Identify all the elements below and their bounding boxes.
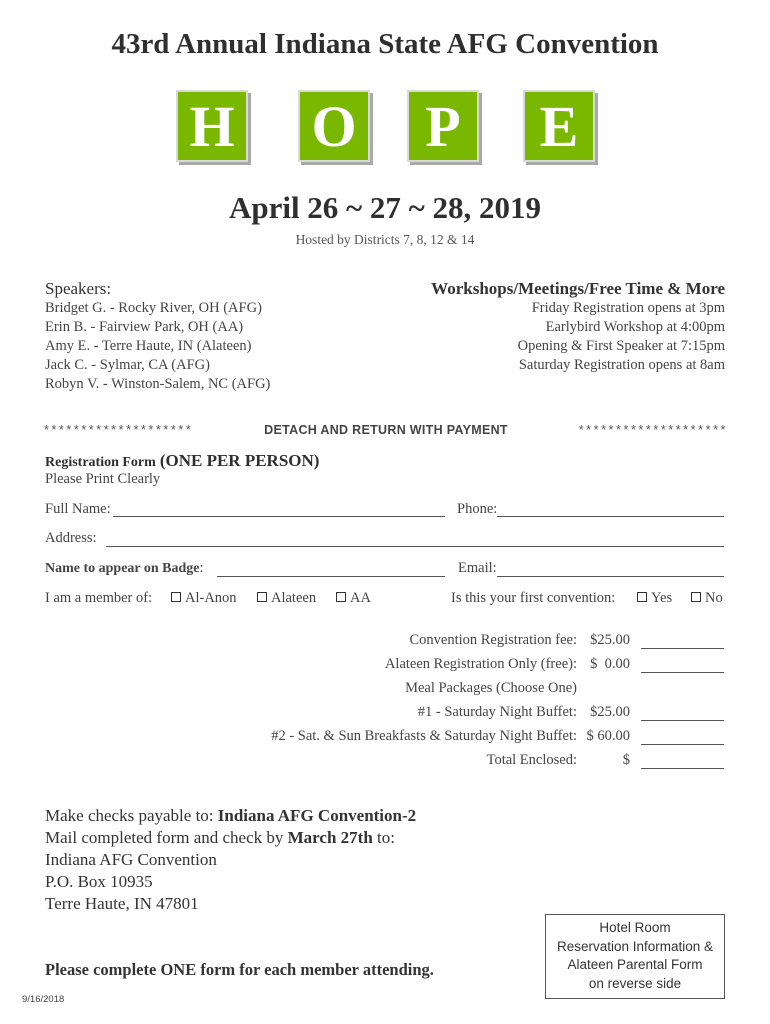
phone-label: Phone:	[457, 501, 498, 517]
first-convention-no[interactable]	[691, 590, 723, 607]
badge-colon: :	[199, 560, 204, 576]
fee-label: Meal Packages (Choose One)	[405, 680, 577, 696]
workshops-heading: Workshops/Meetings/Free Time & More	[431, 279, 725, 298]
first-convention-label: Is this your first convention:	[451, 590, 616, 606]
speaker-item: Erin B. - Fairview Park, OH (AA)	[45, 319, 244, 335]
schedule-item: Earlybird Workshop at 4:00pm	[545, 319, 725, 335]
checkbox-icon[interactable]	[336, 592, 346, 602]
document-date-stamp: 9/16/2018	[22, 994, 65, 1005]
option-label: Yes	[651, 590, 673, 606]
page-title: 43rd Annual Indiana State AFG Convention	[111, 28, 659, 60]
checkbox-icon[interactable]	[257, 592, 267, 602]
fee-entry-field[interactable]	[641, 672, 724, 673]
mail-prefix: Mail completed form and check by	[45, 828, 288, 847]
member-option-aa[interactable]	[336, 590, 371, 607]
registration-form-label: Registration Form	[45, 455, 156, 470]
checkbox-icon[interactable]	[171, 592, 181, 602]
phone-field[interactable]	[497, 516, 724, 517]
fee-amount: $	[622, 752, 630, 768]
mail-address-line: Indiana AFG Convention	[45, 850, 217, 869]
option-label: Alateen	[271, 590, 317, 606]
detach-label: DETACH AND RETURN WITH PAYMENT	[264, 423, 508, 437]
speaker-item: Robyn V. - Winston-Salem, NC (AFG)	[45, 376, 271, 392]
first-convention-yes[interactable]	[637, 590, 672, 607]
fee-amount: $25.00	[590, 704, 630, 720]
option-label: No	[705, 590, 723, 606]
fee-label: #2 - Sat. & Sun Breakfasts & Saturday Night Buffet:	[271, 728, 577, 744]
schedule-item: Opening & First Speaker at 7:15pm	[517, 338, 725, 354]
event-dates: April 26 ~ 27 ~ 28, 2019	[228, 190, 542, 225]
badge-name-label: Name to appear on Badge	[45, 561, 200, 576]
fee-label: Total Enclosed:	[486, 752, 577, 768]
detach-stars-left: ********************	[44, 423, 194, 437]
checkbox-icon[interactable]	[637, 592, 647, 602]
hotel-box-line: on reverse side	[588, 975, 682, 991]
badge-name-field[interactable]	[217, 576, 445, 577]
email-label: Email:	[458, 560, 497, 576]
print-clearly-note: Please Print Clearly	[45, 471, 161, 487]
option-label: AA	[350, 590, 371, 606]
mail-address-line: Terre Haute, IN 47801	[45, 894, 199, 913]
address-field[interactable]	[106, 546, 724, 547]
detach-stars-right: ********************	[578, 423, 728, 437]
hope-tile-p: P	[407, 90, 479, 162]
hotel-box-line: Reservation Information &	[556, 938, 714, 954]
hope-tile-e: E	[523, 90, 595, 162]
mail-date: March 27th	[287, 828, 373, 847]
speaker-item: Bridget G. - Rocky River, OH (AFG)	[45, 300, 262, 316]
fee-amount: $ 0.00	[590, 656, 630, 672]
fee-entry-field[interactable]	[641, 744, 724, 745]
full-name-label: Full Name:	[45, 501, 111, 517]
fee-label: Alateen Registration Only (free):	[384, 656, 577, 672]
hosted-by: Hosted by Districts 7, 8, 12 & 14	[295, 232, 475, 247]
member-option-al-anon[interactable]	[171, 590, 237, 607]
mail-address-line: P.O. Box 10935	[45, 872, 153, 891]
mail-by-line	[45, 828, 395, 848]
complete-form-note: Please complete ONE form for each member attending.	[45, 960, 434, 979]
member-of-label: I am a member of:	[45, 590, 153, 606]
speakers-heading: Speakers:	[45, 279, 112, 298]
checks-payee: Indiana AFG Convention-2	[217, 806, 417, 825]
member-option-alateen[interactable]	[257, 590, 316, 607]
address-label: Address:	[45, 530, 97, 546]
hope-tile-h: H	[176, 90, 248, 162]
schedule-item: Friday Registration opens at 3pm	[531, 300, 725, 316]
checkbox-icon[interactable]	[691, 592, 701, 602]
speaker-item: Jack C. - Sylmar, CA (AFG)	[45, 357, 210, 373]
badge-name-label-wrap	[45, 560, 204, 577]
fee-entry-field[interactable]	[641, 648, 724, 649]
option-label: Al-Anon	[185, 590, 237, 606]
checks-prefix: Make checks payable to:	[45, 806, 218, 825]
schedule-item: Saturday Registration opens at 8am	[518, 357, 725, 373]
total-entry-field[interactable]	[641, 768, 724, 769]
full-name-field[interactable]	[113, 516, 445, 517]
registration-form-heading	[45, 451, 319, 471]
checks-payable-line	[45, 806, 416, 826]
email-field[interactable]	[497, 576, 724, 577]
fee-label: Convention Registration fee:	[409, 632, 577, 648]
fee-amount: $25.00	[590, 632, 630, 648]
one-per-person-label: (ONE PER PERSON)	[159, 451, 320, 470]
hotel-info-box	[545, 914, 725, 999]
fee-entry-field[interactable]	[641, 720, 724, 721]
mail-suffix: to:	[372, 828, 395, 847]
fee-amount: $ 60.00	[586, 728, 630, 744]
hotel-box-line: Hotel Room	[599, 920, 671, 935]
speaker-item: Amy E. - Terre Haute, IN (Alateen)	[45, 338, 252, 354]
hope-tile-o: O	[298, 90, 370, 162]
hotel-box-line: Alateen Parental Form	[567, 957, 703, 972]
detach-divider	[44, 423, 728, 437]
fee-label: #1 - Saturday Night Buffet:	[417, 704, 577, 720]
